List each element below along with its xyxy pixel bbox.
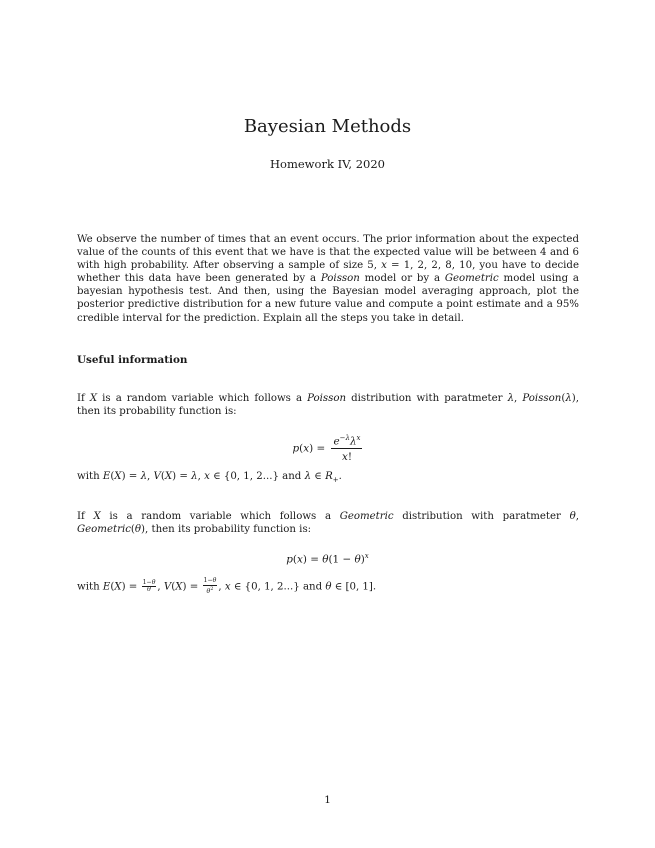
page-number: 1 [324,794,331,806]
poisson-intro: If X is a random variable which follows a Poisson distribution with paratmeter λ, Poisson(λ), then its probability function is: [77,393,579,418]
geometric-variance-fraction: $\frac{1-\theta}{\theta^2}$ [203,577,217,595]
intro-paragraph: We observe the number of times that an event occurs. The prior information about the expected value of the counts of this event that we have is that the expected value will be between 4 and 6 with high probability. After observing a sample of size 5, x = 1, 2, 2, 8, 10, you have to decide whether this data have been generated by a Poisson model or by a Geometric model using a bayesian hypothesis test. And then, using the Bayesian model averaging approach, plot the posterior predictive distribution for a new future value and compute a point estimate and a 95% credible interval for the prediction. Explain all the steps you take in detail. [77,234,579,324]
poisson-formula: p(x) = $\frac{e^{-\lambda}\lambda^x}{x!}$ [292,434,361,464]
geometric-moments: with E(X) = $\frac{1-\theta}{\theta}$ , V(X) = $\frac{1-\theta}{\theta^2}$ , x ∈ {0, 1, 2...} and θ ∈ [0, 1]. [77,577,377,595]
page-subtitle: Homework IV, 2020 [270,157,385,171]
poisson-moments: with E(X) = λ, V(X) = λ, x ∈ {0, 1, 2...} and λ ∈ $R_+$. [77,471,342,485]
page-title: Bayesian Methods [243,116,412,137]
geometric-intro: If X is a random variable which follows a Geometric distribution with paratmeter θ, Geometric(θ), then its probability function is: [77,511,579,536]
geometric-formula: $p(x) = \theta(1 - \theta)^x$ [286,552,369,566]
poisson-numerator: $e^{-\lambda}\lambda^x$ [333,434,361,448]
poisson-denominator: x! [341,451,352,464]
section-heading: Useful information [77,354,188,366]
poisson-fraction [331,434,362,463]
geometric-mean-fraction: $\frac{1-\theta}{\theta}$ [142,578,156,594]
